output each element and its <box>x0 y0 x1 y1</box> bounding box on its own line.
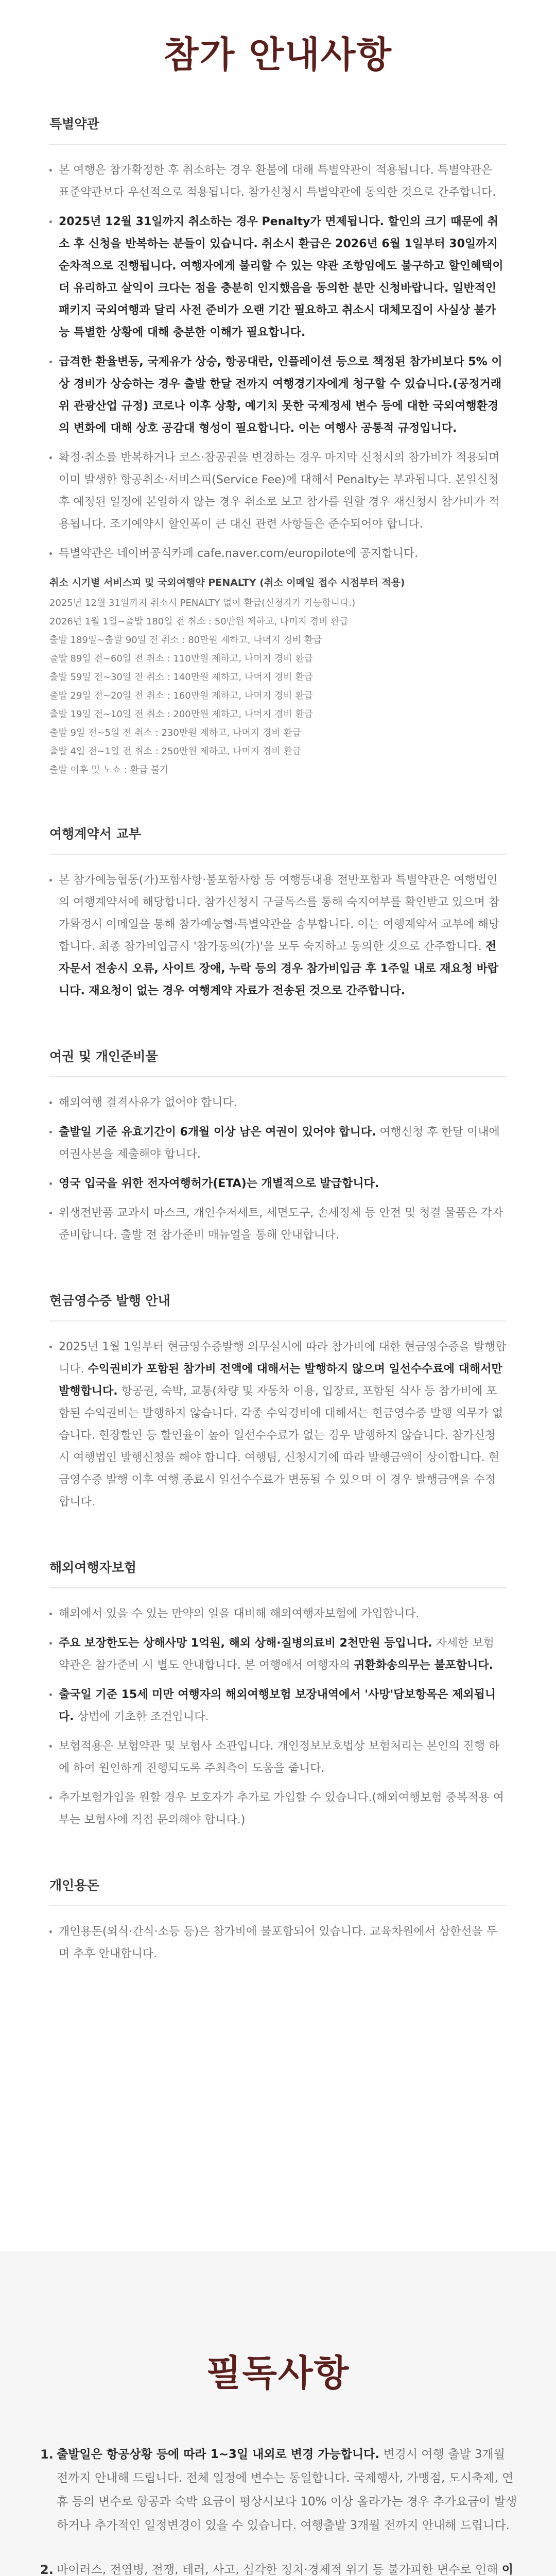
body-text: 자세한 보험 약관은 참가준비 시 별도 안내합니다. 본 여행에서 여행자의 <box>59 1637 494 1672</box>
list-item <box>49 869 507 1002</box>
section-list <box>49 1092 507 1246</box>
penalty-line: 출발 9일 전~5일 전 취소 : 230만원 제하고, 나머지 경비 환급 <box>49 727 302 738</box>
list-item <box>49 1092 507 1114</box>
list-item <box>49 447 507 535</box>
must-read-title: 필독사항 <box>206 2352 350 2394</box>
item-number: 1. <box>40 2447 54 2462</box>
body-text: 개인용돈(외식·간식·소등 등)은 참가비에 불포함되어 있습니다. 교육차원에서 상한선을 두며 추후 안내합니다. <box>59 1925 498 1960</box>
body-text: 상법에 기초한 조건입니다. <box>74 1710 209 1723</box>
penalty-line: 출발 이후 및 노쇼 : 환급 불가 <box>49 765 169 775</box>
emphasis-text: 이 <box>501 2563 514 2576</box>
body-text: 변경시 여행 출발 3개월 전까지 안내해 드립니다. 전체 일정에 변수는 동일합니다. 국제행사, 가맹점, 도시축제, 연휴 등의 변수로 항공과 숙박 요금이 평상시보다 10% 이상 올라가는 경우 추가요금이 발생하거나 추가적인 일정변경이 있을 수 있습니다. 여행출발 3개월 전까지 안내해 드립니다. <box>57 2448 517 2532</box>
emphasis-text: 출발일은 항공상황 등에 따라 1~3일 내외로 변경 가능합니다. <box>57 2448 380 2461</box>
penalty-line: 출발 89일 전~60일 전 취소 : 110만원 제하고, 나머지 경비 환급 <box>49 653 314 664</box>
emphasis-text: 수익권비가 포함된 참가비 전액에 대해서는 발행하지 않으며 일선수수료에 대해서만 발행합니다. <box>59 1363 502 1398</box>
body-text: 특별약관은 네이버공식카페 cafe.naver.com/europilote에 공지합니다. <box>59 547 419 560</box>
title-wrap-2 <box>0 2344 556 2396</box>
sections-container <box>0 114 556 1965</box>
must-read-item <box>40 2558 520 2576</box>
penalty-line: 2026년 1월 1일~출발 180일 전 취소 : 50만원 제하고, 나머지 경비 환급 <box>49 616 349 627</box>
penalty-note-title: 취소 시기별 서비스피 및 국외여행약 PENALTY (취소 이메일 접수 시점부터 적용) <box>49 577 405 588</box>
body-text: 본 참가예능협동(가)포함사항·불포함사항 등 여행등내용 전반포함과 특별약관은 여행법인의 여행계약서에 해당합니다. 참가신청시 구글독스를 통해 숙지여부를 확인받고 있으며 참가확정시 이메일을 통해 참가예능협·특별약관을 송부합니다. 이는 여행계약서 교부에 해당합니다. 최종 참가비입금시 '참가동의(가)'을 모두 숙지하고 동의한 것으로 간주합니다. <box>59 874 500 953</box>
section-list <box>49 869 507 1002</box>
list-item <box>49 1336 507 1513</box>
body-text: 위생전반품 교과서 마스크, 개인수저세트, 세면도구, 손세정제 등 안전 및 청결 물품은 각자 준비합니다. 출발 전 참가준비 매뉴얼을 통해 안내합니다. <box>59 1207 503 1242</box>
emphasis-text: 급격한 환율변동, 국제유가 상승, 항공대란, 인플레이션 등으로 책정된 참가비보다 5% 이상 경비가 상승하는 경우 출발 한달 전까지 여행경기자에게 청구할 수 있습니다.(공정거래위 관광산업 규정) 코로나 이후 상황, 예기치 못한 국제정세 변수 등에 대한 국외여행환경의 변화에 대해 상호 공감대 형성이 필요합니다. 이는 여행사 공통적 규정입니다. <box>59 355 502 435</box>
list-item <box>49 1735 507 1780</box>
section-heading: 개인용돈 <box>49 1875 507 1906</box>
body-text: 추가보험가입을 원할 경우 보호자가 추가로 가입할 수 있습니다.(해외여행보험 중복적용 여부는 보험사에 직접 문의해야 합니다.) <box>59 1791 504 1826</box>
emphasis-text: 출국일 기준 15세 미만 여행자의 해외여행보험 보장내역에서 '사망'담보항목은 제외됩니다. <box>59 1688 496 1723</box>
body-text: 여행신청 후 한달 이내에 여권사본을 제출해야 합니다. <box>59 1126 500 1161</box>
body-text: 본 여행은 참가확정한 후 취소하는 경우 환불에 대해 특별약관이 적용됩니다. 특별약관은 표준약관보다 우선적으로 적용됩니다. 참가신청시 특별약관에 동의한 것으로 간주합니다. <box>59 164 496 199</box>
body-text: 바이러스, 전염병, 전쟁, 테러, 사고, 심각한 정치·경제적 위기 등 불가피한 변수로 인해 <box>57 2563 502 2576</box>
list-item <box>49 543 507 565</box>
penalty-line: 2025년 12월 31일까지 취소시 PENALTY 없이 환급(신청자가 가능합니다.) <box>49 598 356 608</box>
section-list <box>49 1921 507 1965</box>
body-text: 해외여행 결격사유가 없어야 합니다. <box>59 1096 237 1109</box>
section <box>49 1557 507 1831</box>
section-heading: 특별약관 <box>49 114 507 145</box>
penalty-line: 출발 189일~출발 90일 전 취소 : 80만원 제하고, 나머지 경비 환급 <box>49 635 322 646</box>
penalty-note <box>49 575 507 779</box>
emphasis-text: 귀환화송의무는 불포함니다. <box>354 1659 494 1672</box>
item-body <box>57 2558 520 2576</box>
must-read-item <box>40 2443 520 2537</box>
penalty-line: 출발 29일 전~20일 전 취소 : 160만원 제하고, 나머지 경비 환급 <box>49 690 314 701</box>
title-wrap-1 <box>0 26 556 78</box>
section-heading: 현금영수증 발행 안내 <box>49 1291 507 1321</box>
list-item <box>49 1121 507 1165</box>
section-heading: 여행계약서 교부 <box>49 824 507 855</box>
list-item <box>49 1632 507 1676</box>
list-item <box>49 1921 507 1965</box>
penalty-line: 출발 4일 전~1일 전 취소 : 250만원 제하고, 나머지 경비 환급 <box>49 746 302 757</box>
penalty-line: 출발 19일 전~10일 전 취소 : 200만원 제하고, 나머지 경비 환급 <box>49 709 314 720</box>
list-item <box>49 1173 507 1195</box>
body-text: 항공권, 숙박, 교통(차량 및 자동차 이용, 입장료, 포함된 식사 등 참가비에 포함된 수익권비는 발행하지 않습니다. 각종 수익경비에 대해서는 현금영수증 발행 의무가 없습니다. 현장할인 등 할인율이 높아 일선수수료가 없는 경우 발행하지 않습니다. 참가신청시 여행법인 발행신청을 해야 합니다. 여행팀, 신청시기에 따라 발행금액이 상이합니다. 현금영수증 발행 이후 여행 종료시 일선수수료가 변동될 수 있으며 이 경우 발행금액을 수정합니다. <box>59 1385 503 1509</box>
list-item <box>49 211 507 344</box>
body-text: 해외에서 있을 수 있는 만약의 일을 대비해 해외여행자보험에 가입합니다. <box>59 1607 420 1620</box>
section <box>49 1291 507 1513</box>
emphasis-text: 전자문서 전송시 오류, 사이트 장애, 누락 등의 경우 참가비입금 후 1주일 내로 재요청 바랍니다. 재요청이 없는 경우 여행계약 자료가 전송된 것으로 간주합니다. <box>59 940 499 997</box>
section-list <box>49 1603 507 1831</box>
body-text: 2025년 1월 1일부터 현금영수증발행 의무실시에 따라 참가비에 대한 현금영수증을 발행합니다. <box>59 1341 507 1376</box>
section-heading: 해외여행자보험 <box>49 1557 507 1588</box>
section <box>49 1875 507 1965</box>
list-item <box>49 1202 507 1246</box>
emphasis-text: 출발일 기준 유효기간이 6개월 이상 남은 여권이 있어야 합니다. <box>59 1126 376 1139</box>
section <box>49 824 507 1002</box>
emphasis-text: 영국 입국을 위한 전자여행허가(ETA)는 개별적으로 발급합니다. <box>59 1177 379 1190</box>
emphasis-text: 주요 보장한도는 상해사망 1억원, 해외 상해·질병의료비 2천만원 등입니다. <box>59 1637 432 1650</box>
body-text: 확정·취소를 반복하거나 코스·참공권을 변경하는 경우 마지막 신청시의 참가비가 적용되며 이미 발생한 항공취소·서비스피(Service Fee)에 대해서 Penalty는 부과됩니다. 본일신청 후 예정된 일정에 본일하지 않는 경우 취소로 보고 참가를 원할 경우 재신청시 참가비가 적용됩니다. 조기예약시 할인폭이 큰 대신 관련 사항들은 준수되어야 합니다. <box>59 451 500 531</box>
list-item <box>49 351 507 439</box>
penalty-line: 출발 59일 전~30일 전 취소 : 140만원 제하고, 나머지 경비 환급 <box>49 672 314 683</box>
item-body <box>57 2443 520 2537</box>
section-list <box>49 1336 507 1513</box>
body-text: 보험적용은 보험약관 및 보험사 소관입니다. 개인정보보호법상 보험처리는 본인의 진행 하에 하여 원인하게 진행되도록 주최측이 도움을 줍니다. <box>59 1740 500 1775</box>
emphasis-text: 2025년 12월 31일까지 취소하는 경우 Penalty가 면제됩니다. 할인의 크기 때문에 취소 후 신청을 반복하는 분들이 있습니다. 취소시 환급은 2026년 6월 1일부터 30일까지 순차적으로 진행됩니다. 여행자에게 불리할 수 있는 약관 조항임에도 불구하고 할인혜택이 더 유리하고 살익이 크다는 점을 충분히 인지했음을 동의한 분만 신청바랍니다. 일반적인 패키지 국외여행과 달리 사전 준비가 오랜 기간 필요하고 취소시 대체모집이 사실상 불가능 특별한 상황에 대해 충분한 이해가 필요합니다. <box>59 215 503 339</box>
item-number: 2. <box>40 2563 54 2576</box>
list-item <box>49 1787 507 1831</box>
must-read-section <box>0 2251 556 2576</box>
must-read-list <box>0 2443 556 2576</box>
list-item <box>49 159 507 204</box>
list-item <box>49 1684 507 1728</box>
page-title: 참가 안내사항 <box>163 33 393 76</box>
section-list <box>49 159 507 565</box>
section-heading: 여권 및 개인준비물 <box>49 1046 507 1077</box>
section <box>49 1046 507 1246</box>
list-item <box>49 1603 507 1625</box>
section <box>49 114 507 779</box>
